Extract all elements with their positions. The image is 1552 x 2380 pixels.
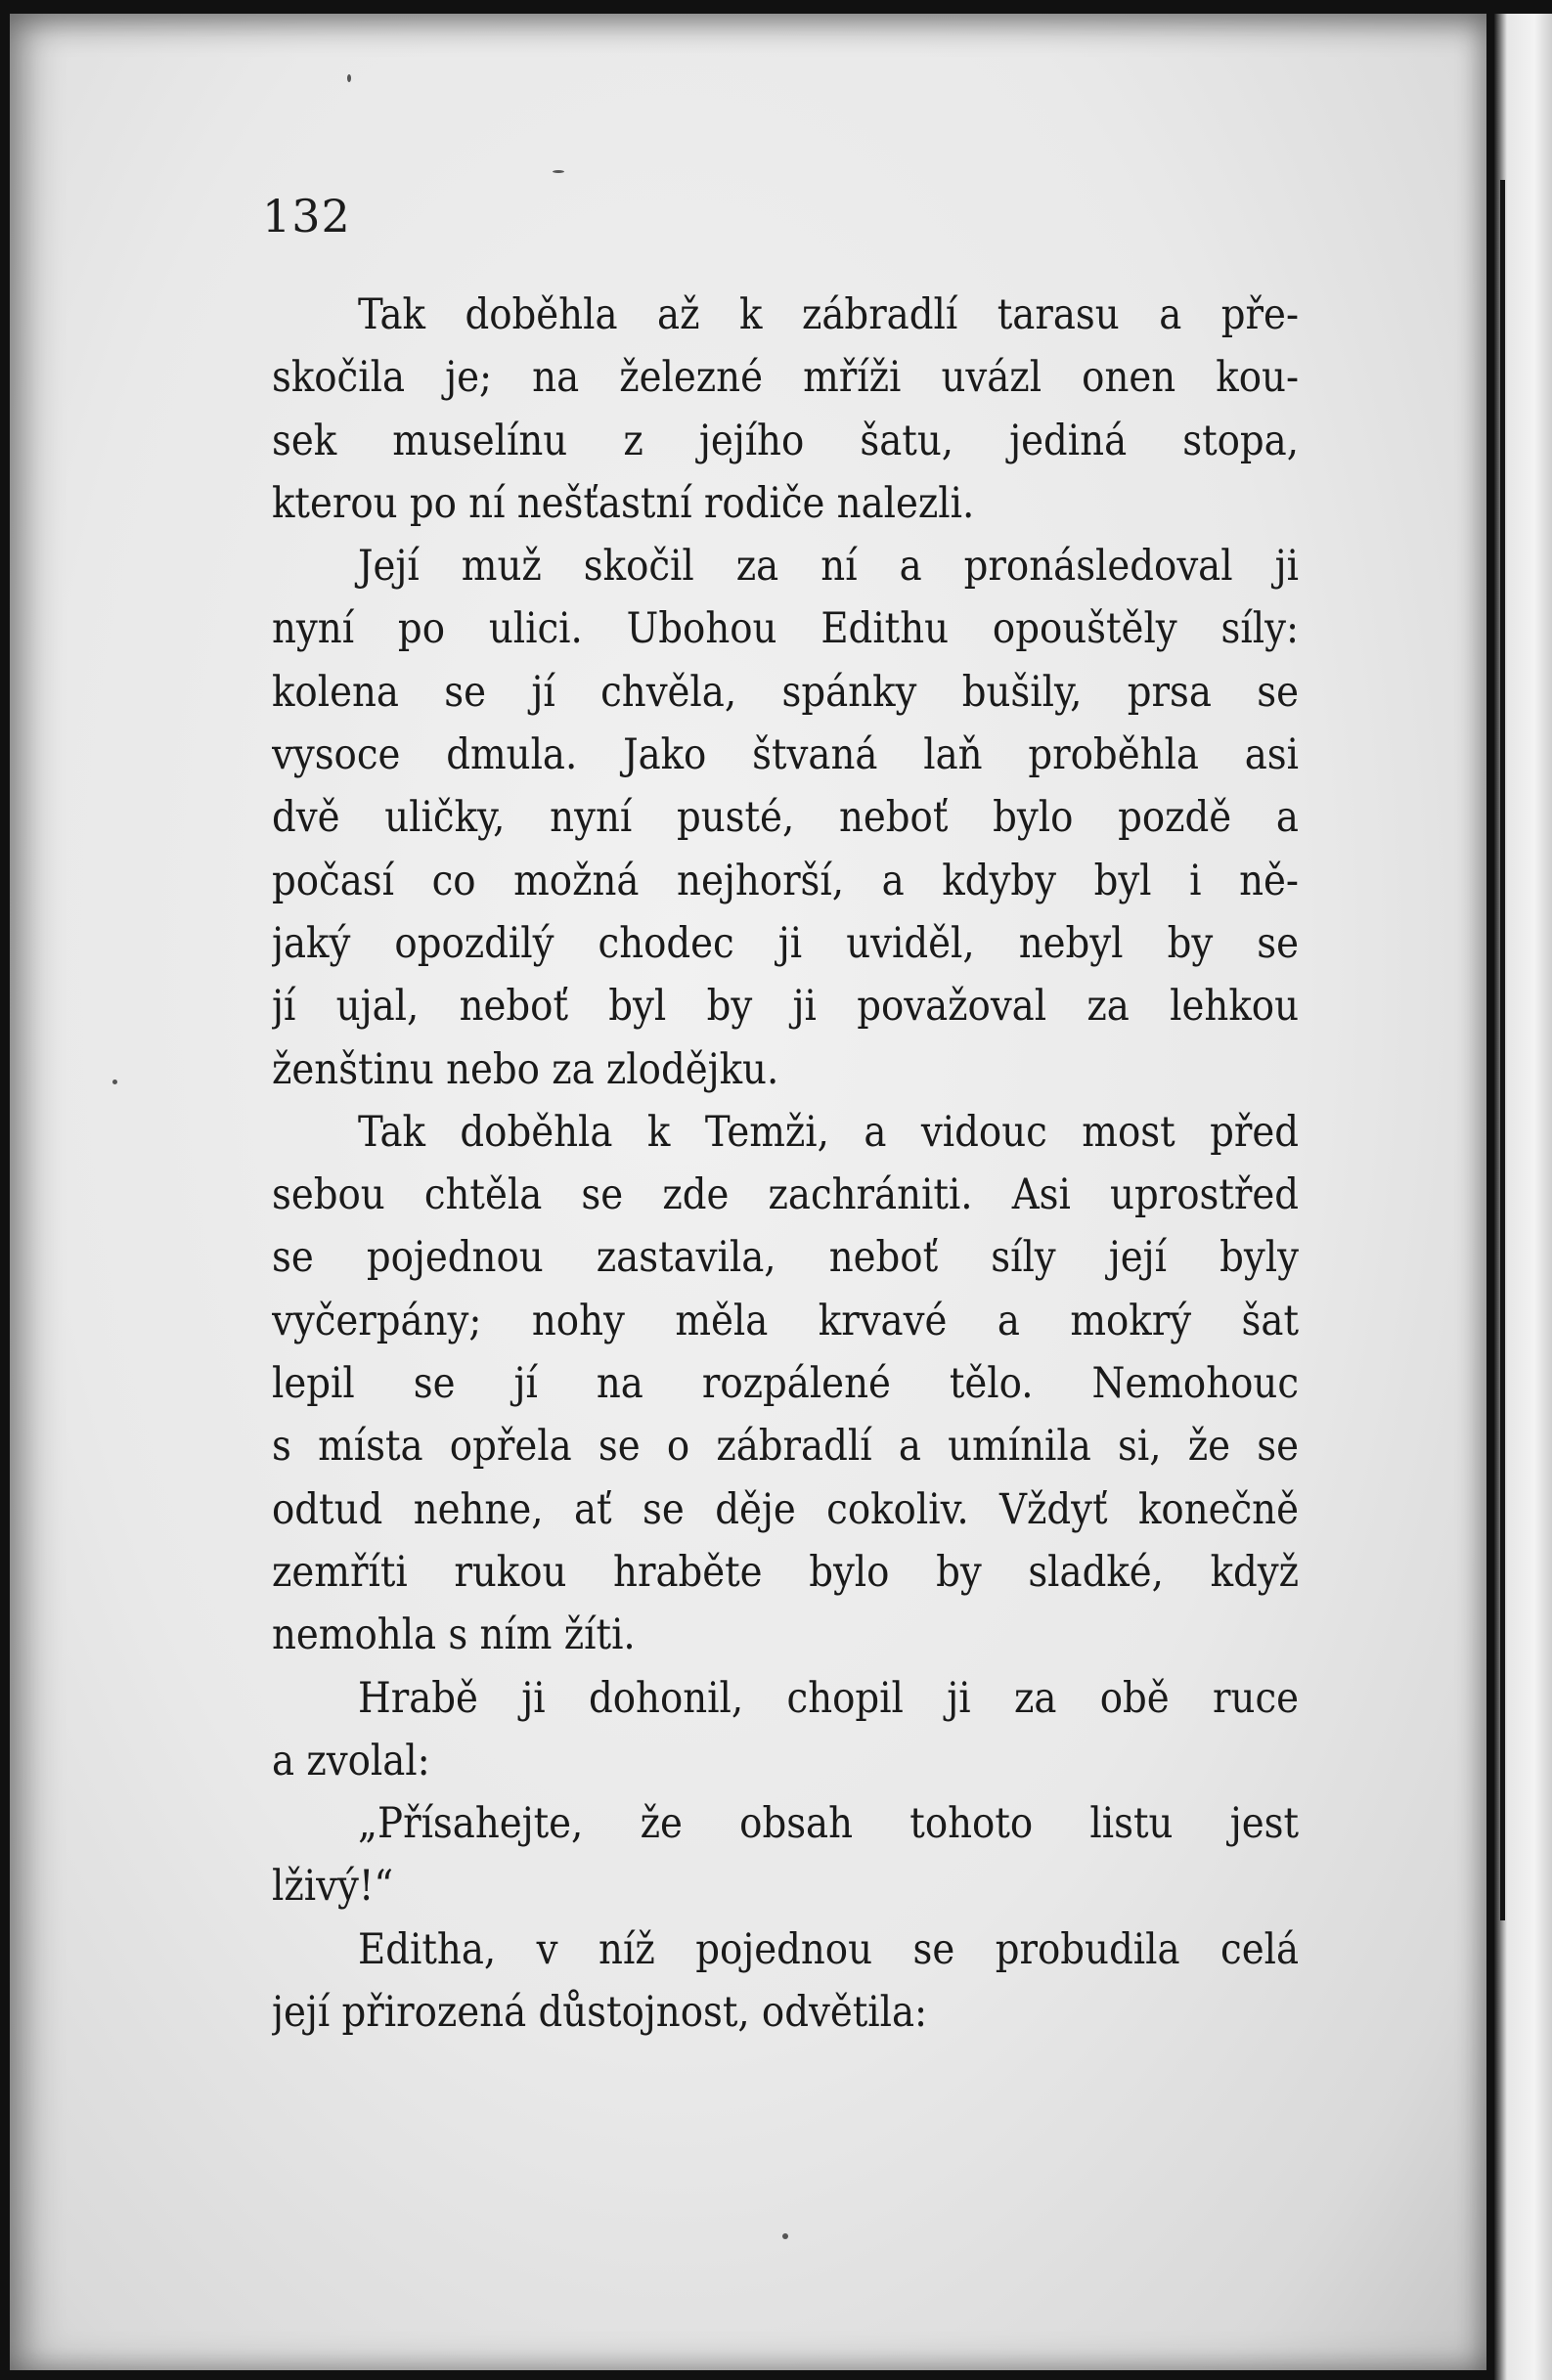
text-line: lživý!“ bbox=[272, 1862, 394, 1912]
text-line: s místa opřela se o zábradlí a umínila si, že se bbox=[272, 1422, 1299, 1472]
text-line: vyčerpány; nohy měla krvavé a mokrý šat bbox=[272, 1296, 1299, 1345]
ink-speck bbox=[553, 170, 564, 173]
body-text bbox=[272, 284, 1299, 2044]
text-line: jaký opozdilý chodec ji uviděl, nebyl by se bbox=[272, 918, 1299, 968]
text-line: nemohla s ním žíti. bbox=[272, 1610, 636, 1660]
book-page bbox=[10, 14, 1486, 2370]
text-line: sek muselínu z jejího šatu, jediná stopa, bbox=[272, 416, 1299, 465]
text-line: se pojednou zastavila, neboť síly její byly bbox=[272, 1233, 1299, 1283]
text-line: a zvolal: bbox=[272, 1736, 430, 1785]
text-line: její přirozená důstojnost, odvětila: bbox=[272, 1988, 928, 2038]
facing-page-rule bbox=[1500, 180, 1505, 1920]
text-line: ženštinu nebo za zlodějku. bbox=[272, 1044, 779, 1094]
text-line: Editha, v níž pojednou se probudila celá bbox=[358, 1924, 1299, 1974]
text-line: Tak doběhla k Temži, a vidouc most před bbox=[358, 1107, 1299, 1157]
text-line: skočila je; na železné mříži uvázl onen kou- bbox=[272, 353, 1299, 403]
text-line: počasí co možná nejhorší, a kdyby byl i ně- bbox=[272, 856, 1299, 905]
text-line: „Přísahejte, že obsah tohoto listu jest bbox=[358, 1799, 1299, 1849]
text-line: dvě uličky, nyní pusté, neboť bylo pozdě a bbox=[272, 793, 1299, 843]
ink-speck bbox=[782, 2233, 788, 2239]
text-line: odtud nehne, ať se děje cokoliv. Vždyť konečně bbox=[272, 1484, 1299, 1534]
text-line: sebou chtěla se zde zachrániti. Asi uprostřed bbox=[272, 1170, 1299, 1220]
text-line: nyní po ulici. Ubohou Edithu opouštěly síly: bbox=[272, 604, 1299, 654]
text-line: Tak doběhla až k zábradlí tarasu a pře- bbox=[358, 290, 1299, 339]
text-line: kolena se jí chvěla, spánky bušily, prsa se bbox=[272, 667, 1299, 717]
facing-page-edge bbox=[1494, 14, 1552, 2380]
page-number: 132 bbox=[262, 190, 351, 242]
ink-speck bbox=[347, 74, 351, 82]
text-line: kterou po ní nešťastní rodiče nalezli. bbox=[272, 478, 975, 528]
text-line: jí ujal, neboť byl by ji považoval za lehkou bbox=[272, 982, 1299, 1032]
ink-speck bbox=[112, 1080, 117, 1084]
text-line: vysoce dmula. Jako štvaná laň proběhla asi bbox=[272, 730, 1299, 780]
text-line: Hrabě ji dohonil, chopil ji za obě ruce bbox=[358, 1673, 1299, 1723]
text-line: Její muž skočil za ní a pronásledoval ji bbox=[358, 542, 1299, 592]
text-line: lepil se jí na rozpálené tělo. Nemohouc bbox=[272, 1359, 1299, 1409]
text-line: zemříti rukou hraběte bylo by sladké, když bbox=[272, 1547, 1299, 1597]
